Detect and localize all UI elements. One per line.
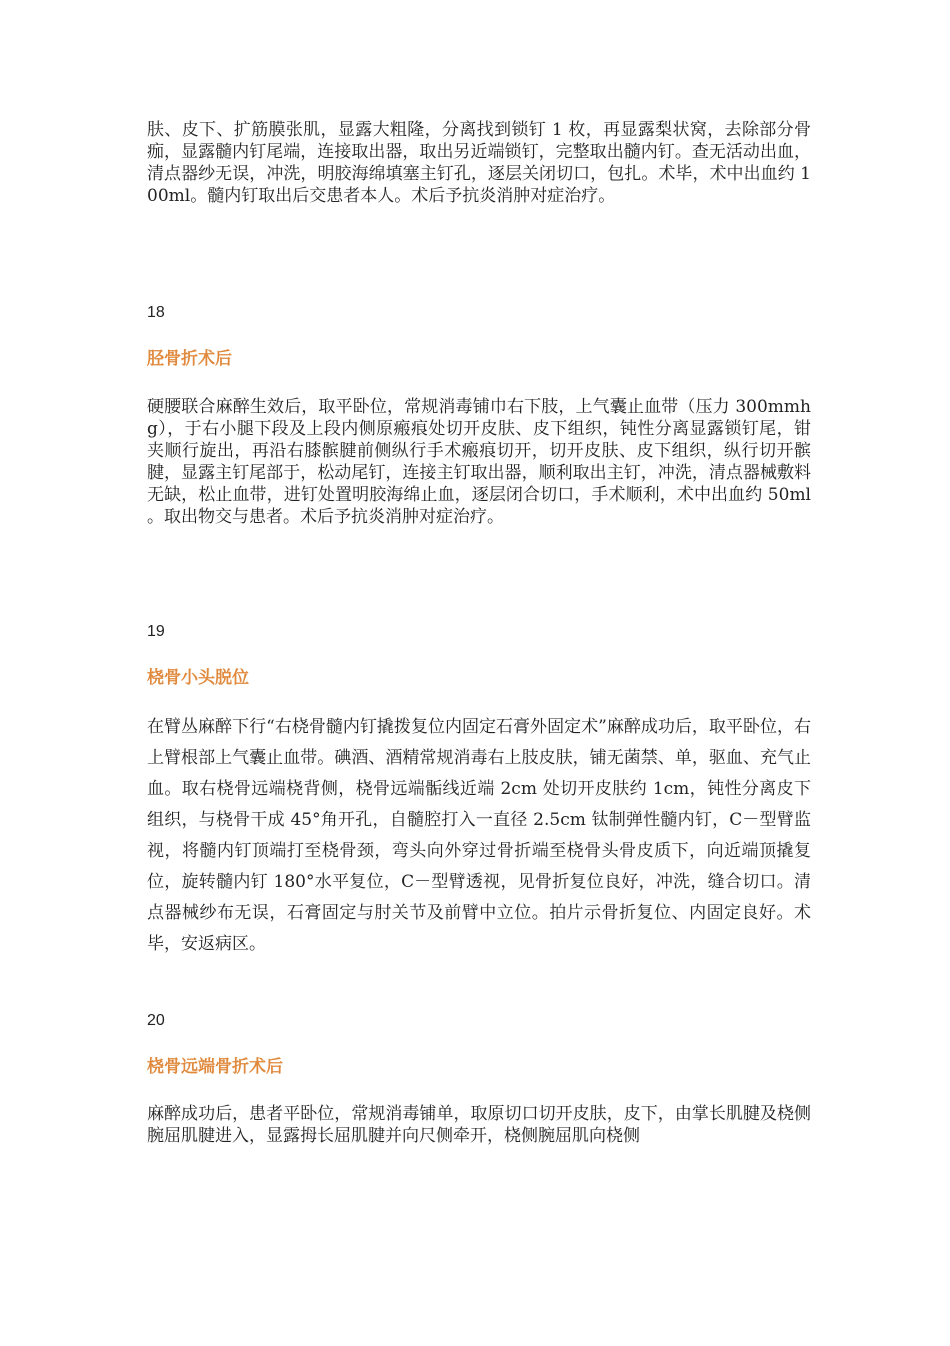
section-body-18: 硬腰联合麻醉生效后，取平卧位，常规消毒铺巾右下肢，上气囊止血带（压力 300mmhg），于右小腿下段及上段内侧原瘢痕处切开皮肤、皮下组织，钝性分离显露锁钉尾，钳夹顺行旋出，再沿右膝髌腱前侧纵行手术瘢痕切开，切开皮肤、皮下组织，纵行切开髌腱，显露主钉尾部于，松动尾钉，连接主钉取出器，顺利取出主钉，冲洗，清点器械敷料无缺，松止血带，进钉处置明胶海绵止血，逐层闭合切口，手术顺利，术中出血约 50ml 。取出物交与患者。术后予抗炎消肿对症治疗。	[147, 397, 811, 527]
section-number-20: 20	[147, 1012, 165, 1029]
section-number-19: 19	[147, 623, 165, 640]
section-title-19: 桡骨小头脱位	[147, 668, 249, 688]
section-number-18: 18	[147, 304, 165, 321]
section-title-18: 胫骨折术后	[147, 349, 232, 369]
intro-paragraph: 肤、皮下、扩筋膜张肌，显露大粗隆，分离找到锁钉 1 枚，再显露梨状窝，去除部分骨痂，显露髓内钉尾端，连接取出器，取出另近端锁钉，完整取出髓内钉。查无活动出血，清点器纱无误，冲洗，明胶海绵填塞主钉孔，逐层关闭切口，包扎。术毕，术中出血约 100ml。髓内钉取出后交患者本人。术后予抗炎消肿对症治疗。	[147, 120, 811, 206]
section-title-20: 桡骨远端骨折术后	[147, 1057, 283, 1077]
section-body-19: 在臂丛麻醉下行“右桡骨髓内钉撬拨复位内固定石膏外固定术”麻醉成功后，取平卧位，右上臂根部上气囊止血带。碘酒、酒精常规消毒右上肢皮肤，铺无菌禁、单，驱血、充气止血。取右桡骨远端桡背侧，桡骨远端骺线近端 2cm 处切开皮肤约 1cm，钝性分离皮下组织，与桡骨干成 45°角开孔，自髓腔打入一直径 2.5cm 钛制弹性髓内钉，C－型臂监视，将髓内钉顶端打至桡骨颈，弯头向外穿过骨折端至桡骨头骨皮质下，向近端顶撬复位，旋转髓内钉 180°水平复位，C－型臂透视，见骨折复位良好，冲洗，缝合切口。清点器械纱布无误，石膏固定与肘关节及前臂中立位。拍片示骨折复位、内固定良好。术毕，安返病区。	[147, 717, 811, 954]
section-body-20: 麻醉成功后，患者平卧位，常规消毒铺单，取原切口切开皮肤，皮下，由掌长肌腱及桡侧腕屈肌腱进入，显露拇长屈肌腱并向尺侧牵开，桡侧腕屈肌向桡侧	[147, 1104, 811, 1146]
